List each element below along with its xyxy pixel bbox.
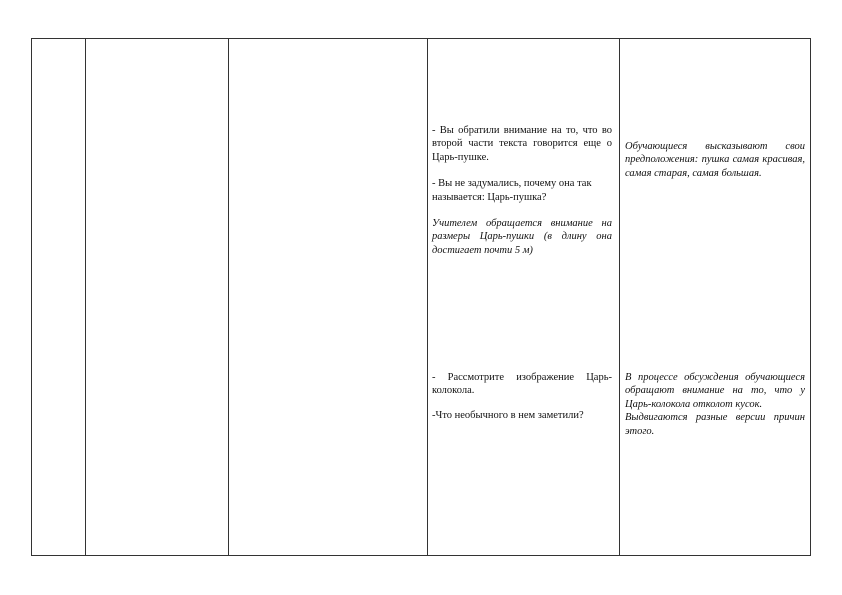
pupils-activity-block-1 bbox=[625, 140, 805, 180]
table-column-divider bbox=[427, 39, 428, 555]
table-column-divider bbox=[619, 39, 620, 555]
pupils-response: В процессе обсуждения обучающиеся обращают внимание на то, что у Царь-колокола отколот кусок. bbox=[625, 372, 805, 410]
teacher-activity-block-1 bbox=[432, 124, 612, 257]
teacher-question: - Вы не задумались, почему она так называется: Царь-пушка? bbox=[432, 178, 592, 203]
lesson-table bbox=[31, 38, 811, 556]
teacher-question: - Рассмотрите изображение Царь-колокола. bbox=[432, 372, 612, 397]
pupils-activity-block-2 bbox=[625, 371, 805, 438]
teacher-question: -Что необычного в нем заметили? bbox=[432, 409, 584, 421]
pupils-response: Выдвигаются разные версии причин этого. bbox=[625, 412, 805, 437]
table-column-divider bbox=[228, 39, 229, 555]
pupils-response: Обучающиеся высказывают свои предположения: пушка самая красивая, самая старая, самая большая. bbox=[625, 141, 805, 179]
table-column-divider bbox=[85, 39, 86, 555]
teacher-activity-block-2 bbox=[432, 371, 612, 422]
teacher-note: Учителем обращается внимание на размеры Царь-пушки (в длину она достигает почти 5 м) bbox=[432, 218, 612, 256]
teacher-question: - Вы обратили внимание на то, что во второй части текста говорится еще о Царь-пушке. bbox=[432, 125, 612, 163]
